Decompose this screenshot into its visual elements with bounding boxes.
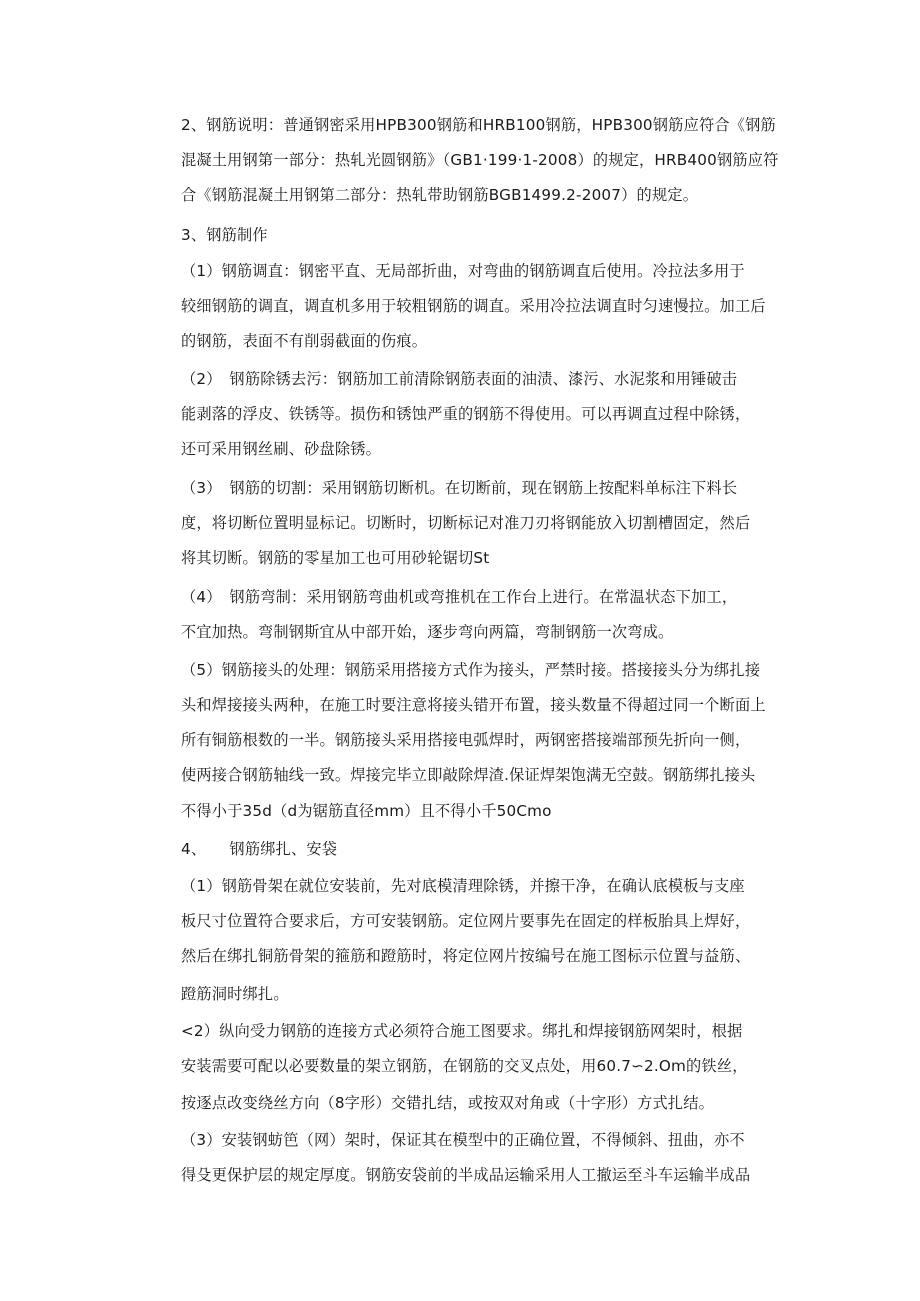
text-line: 按逐点改变绕丝方向（8字形）交错扎结，或按双对角或（十字形）方式扎结。 [181,1094,715,1112]
text-line: 的钢筋，表面不有削弱截面的伤痕。 [181,332,428,350]
text-line: （1）钢筋调直：钢密平直、无局部折曲，对弯曲的钢筋调直后使用。冷拉法多用于 [181,262,745,280]
text-line: 混凝土用钢第一部分：热轧光圆钢筋》（GB1·199·1-2008）的规定，HRB400钢筋应符 [181,151,779,169]
text-line: 然后在绑扎铜筋骨架的箍筋和蹬筋时，将定位网片按编号在施工图标示位置与益筋、 [181,947,751,965]
section-heading: 4、 钢筋绑扎、安袋 [181,840,338,858]
text-line: 使两接合钢筋轴线一致。焊接完毕立即敲除焊渣.保证焊架饱满无空鼓。钢筋绑扎接头 [181,766,756,784]
text-line: <2）纵向受力钢筋的连接方式必须符合施工图要求。绑扎和焊接钢筋网架时，根据 [181,1022,743,1040]
section-heading: 3、钢筋制作 [181,226,268,244]
text-line: （3）安装钢蚄笆（网）架时，保证其在模型中的正确位置，不得倾斜、扭曲，亦不 [181,1131,745,1149]
text-line: 较细钢筋的调直，调直机多用于较粗钢筋的调直。采用冷拉法调直时匀速慢拉。加工后 [181,297,766,315]
text-line: （5）钢筋接头的处理：钢筋采用搭接方式作为接头，严禁时接。搭接接头分为绑扎接 [181,661,761,679]
text-line: 板尺寸位置符合要求后，方可安装钢筋。定位网片要事先在固定的样板胎具上焊好， [181,912,751,930]
text-line: 2、钢筋说明：普通钢密采用HPB300钢筋和HRB100钢筋，HPB300钢筋应符合《钢筋 [181,116,776,134]
text-line: 还可采用钢丝刷、砂盘除锈。 [181,440,382,458]
text-line: 合《钢筋混凝土用钢第二部分：热轧带助钢筋BGB1499.2-2007）的规定。 [181,186,699,204]
text-line: 所有铜筋根数的一半。钢筋接头采用搭接电弧焊时，两钢密搭接端部预先折向一侧， [181,731,751,749]
text-line: 不宜加热。弯制钢斯宜从中部开始，逐步弯向两篇，弯制钢筋一次弯成。 [181,623,674,641]
text-line: （1）钢筋骨架在就位安装前，先对底模清理除锈，并擦干净，在确认底模板与支座 [181,877,745,895]
text-line: （3） 钢筋的切割：采用钢筋切断机。在切断前，现在钢筋上按配料单标注下料长 [181,479,738,497]
text-line: 蹬筋洞时绑扎。 [181,985,289,1003]
text-line: （2） 钢筋除锈去污：钢筋加工前清除钢筋表面的油渍、漆污、水泥浆和用锤破击 [181,370,738,388]
text-line: 得殳更保护层的规定厚度。钢筋安袋前的半成品运输采用人工撤运至斗车运输半成品 [181,1166,751,1184]
text-line: 将其切断。钢筋的零星加工也可用砂轮锯切St [181,549,490,567]
text-line: 能剥落的浮皮、铁锈等。损伤和锈蚀严重的钢筋不得使用。可以再调直过程中除锈， [181,405,751,423]
text-line: （4） 钢筋弯制：采用钢筋弯曲机或弯推机在工作台上进行。在常温状态下加工， [181,588,738,606]
text-line: 不得小于35d（d为锯筋直径mm）且不得小千50Cmo [181,802,552,820]
text-line: 度，将切断位置明显标记。切断时，切断标记对准刀刃将钢能放入切割槽固定，然后 [181,514,751,532]
text-line: 安装需要可配以必要数量的架立钢筋，在钢筋的交叉点处，用60.7∽2.Om的铁丝， [181,1057,748,1075]
text-line: 头和焊接接头两种，在施工时要注意将接头错开布置，接头数量不得超过同一个断面上 [181,696,766,714]
